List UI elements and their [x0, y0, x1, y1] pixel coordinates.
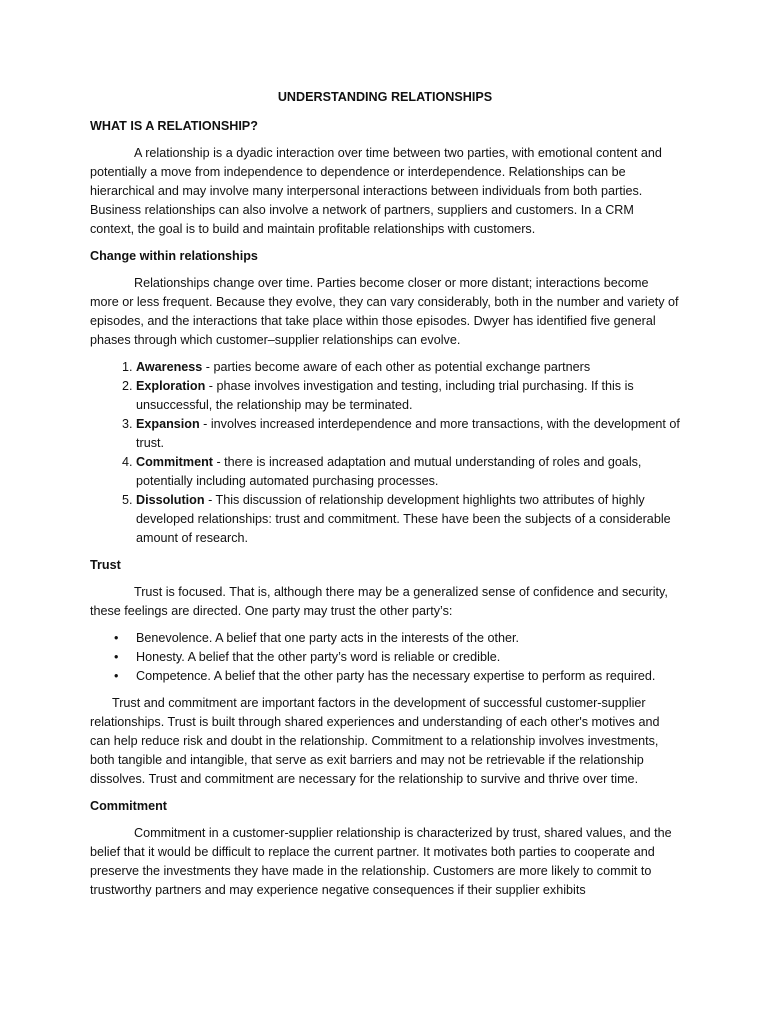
phase-description: - there is increased adaptation and mutual understanding of roles and goals, potentially including automated purchasing processes. — [136, 455, 642, 488]
list-item — [136, 377, 680, 415]
phase-description: - involves increased interdependence and more transactions, with the development of trust. — [136, 417, 680, 450]
phase-term: Awareness — [136, 360, 203, 374]
paragraph-change-within-relationships: Relationships change over time. Parties become closer or more distant; interactions become more or less frequent. Because they evolve, they can vary considerably, both in the number and variety of episodes, and the interactions that take place within those episodes. Dwyer has identified five general phases through which customer–supplier relationships can evolve. — [90, 276, 679, 347]
phase-description: - parties become aware of each other as potential exchange partners — [202, 360, 591, 374]
paragraph-commitment: Commitment in a customer-supplier relationship is characterized by trust, shared values, and the belief that it would be difficult to replace the current partner. It motivates both parties to cooperate and preserve the investments they have made in the relationship. Customers are more likely to commit to trustworthy partners and may experience negative consequences if their supplier exhibits — [90, 826, 672, 897]
list-item — [114, 648, 680, 667]
phase-term: Expansion — [136, 417, 200, 431]
heading-commitment: Commitment — [90, 799, 167, 813]
paragraph-trust-and-commitment: Trust and commitment are important factors in the development of successful customer-supplier relationships. Trust is built through shared experiences and understanding of each other's motives and can help reduce risk and doubt in the relationship. Commitment to a relationship involves investments, both tangible and intangible, that serve as exit barriers and may not be retrievable if the relationship dissolves. Trust and commitment are necessary for the relationship to survive and thrive over time. — [90, 696, 660, 786]
list-item — [136, 491, 680, 548]
heading-trust: Trust — [90, 558, 121, 572]
list-item — [114, 667, 680, 686]
phase-term: Commitment — [136, 455, 213, 469]
list-item-text: Benevolence. A belief that one party acts in the interests of the other. — [136, 631, 519, 645]
trust-attributes-list — [90, 629, 680, 686]
document-page — [90, 88, 680, 908]
bullet-icon: • — [114, 650, 119, 664]
phase-description: - This discussion of relationship development highlights two attributes of highly developed relationships: trust and commitment. These have been the subjects of a considerable amount of research. — [136, 493, 671, 545]
paragraph-what-is-a-relationship: A relationship is a dyadic interaction over time between two parties, with emotional content and potentially a move from independence to dependence or interdependence. Relationships can be hierarchical and may involve many interpersonal interactions between individuals from both parties. Business relationships can also involve a network of partners, suppliers and customers. In a CRM context, the goal is to build and maintain profitable relationships with customers. — [90, 146, 662, 236]
heading-what-is-a-relationship: WHAT IS A RELATIONSHIP? — [90, 119, 258, 133]
list-item — [136, 415, 680, 453]
document-title: UNDERSTANDING RELATIONSHIPS — [277, 90, 493, 104]
bullet-icon: • — [114, 669, 119, 683]
list-item — [136, 453, 680, 491]
list-item — [114, 629, 680, 648]
paragraph-trust: Trust is focused. That is, although there may be a generalized sense of confidence and security, these feelings are directed. One party may trust the other party’s: — [90, 585, 668, 618]
list-item-text: Honesty. A belief that the other party’s word is reliable or credible. — [136, 650, 501, 664]
phases-list — [90, 358, 680, 548]
list-item — [136, 358, 680, 377]
bullet-icon: • — [114, 631, 119, 645]
heading-change-within-relationships: Change within relationships — [90, 249, 258, 263]
phase-term: Exploration — [136, 379, 206, 393]
phase-term: Dissolution — [136, 493, 205, 507]
phase-description: - phase involves investigation and testing, including trial purchasing. If this is unsuccessful, the relationship may be terminated. — [136, 379, 634, 412]
list-item-text: Competence. A belief that the other party has the necessary expertise to perform as required. — [136, 669, 656, 683]
